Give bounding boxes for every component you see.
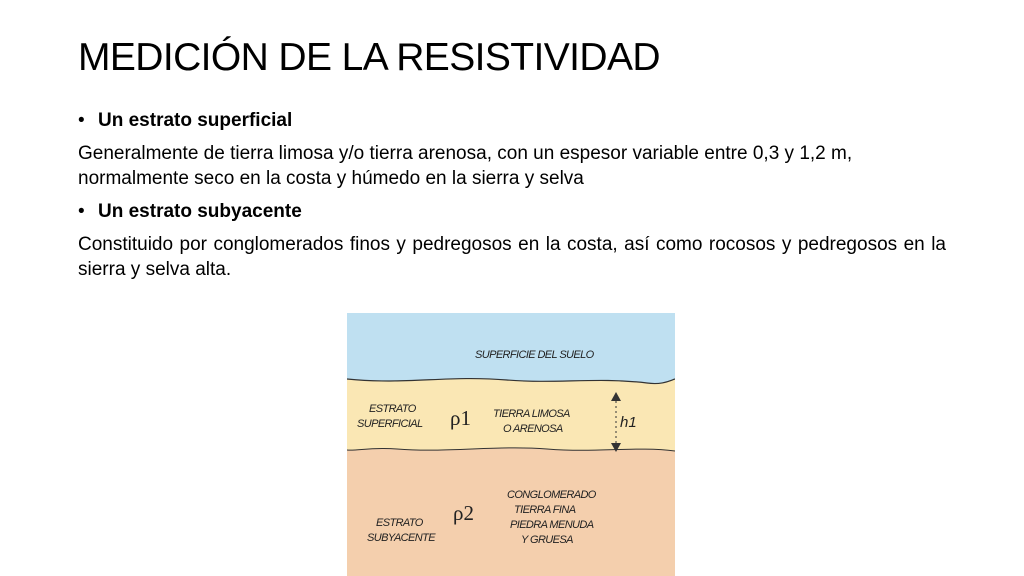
- bullet-dot: •: [78, 201, 85, 222]
- layer2-name-line2: SUBYACENTE: [367, 532, 435, 544]
- layer1-name-line2: SUPERFICIAL: [357, 418, 423, 430]
- layer1-symbol: ρ1: [450, 406, 471, 430]
- bullet-text: Un estrato subyacente: [98, 201, 302, 222]
- layer-subyacente: [347, 433, 675, 576]
- layer2-desc-line3: PIEDRA MENUDA: [510, 519, 594, 531]
- bullet-subyacente: [78, 199, 946, 224]
- layer2-symbol: ρ2: [453, 501, 474, 525]
- layer2-desc-line1: CONGLOMERADO: [507, 489, 596, 501]
- bullet-dot: •: [78, 110, 85, 131]
- soil-layers-diagram: [347, 313, 675, 576]
- layer2-name-line1: ESTRATO: [376, 517, 423, 529]
- bullet-superficial: [78, 108, 946, 133]
- paragraph-subyacente: Constituido por conglomerados finos y pedregosos en la costa, así como rocosos y pedregosos en la sierra y selva alta.: [78, 234, 946, 280]
- paragraph-superficial: Generalmente de tierra limosa y/o tierra arenosa, con un espesor variable entre 0,3 y 1,2 m, normalmente seco en la costa y húmedo en la sierra y selva: [78, 143, 853, 189]
- thickness-label: h1: [620, 414, 637, 431]
- surface-label: SUPERFICIE DEL SUELO: [475, 349, 594, 361]
- bullet-text: Un estrato superficial: [98, 110, 293, 131]
- slide-content: [78, 108, 946, 290]
- slide-title: MEDICIÓN DE LA RESISTIVIDAD: [78, 36, 660, 79]
- layer2-desc-line4: Y GRUESA: [521, 534, 573, 546]
- layer2-desc-line2: TIERRA FINA: [514, 504, 576, 516]
- layer1-desc-line2: O ARENOSA: [503, 423, 563, 435]
- layer1-desc-line1: TIERRA LIMOSA: [493, 408, 570, 420]
- layer1-name-line1: ESTRATO: [369, 403, 416, 415]
